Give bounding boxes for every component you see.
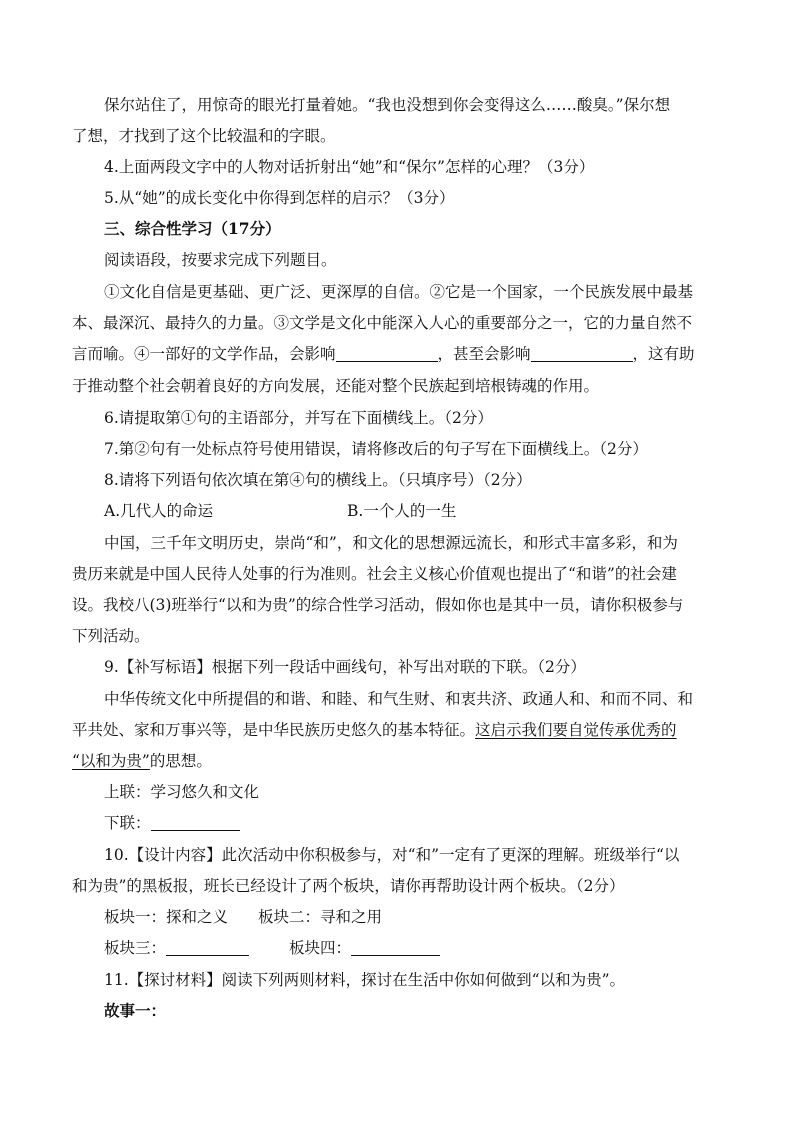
passage-line: 设。我校八(3)班举行“以和为贵”的综合性学习活动，假如你也是其中一员，请你积极参与 [72,596,684,614]
text-fragment: 的思想。 [149,752,212,770]
passage-line: 中华传统文化中所提倡的和谐、和睦、和气生财、和衷共济、政通人和、和而不同、和 [104,690,694,708]
question-9: 9.【补写标语】根据下列一段话中画线句，补写出对联的下联。（2分） [104,658,586,676]
option-a: A.几代人的命运 [104,502,214,520]
answer-blank[interactable] [336,345,438,362]
board-block-3-label: 板块三： [104,939,167,957]
passage-line: 本、最深沉、最持久的力量。③文学是文化中能深入人心的重要部分之一，它的力量自然不 [72,314,693,332]
lower-couplet [104,813,240,833]
question-10-cont: 和为贵”的黑板报，班长已经设计了两个板块，请你再帮助设计两个板块。（2分） [72,877,625,895]
question-4: 4.上面两段文字中的人物对话折射出“她”和“保尔”怎样的心理？（3分） [104,158,595,176]
passage-line: 贵历来就是中国人民待人处事的行为准则。社会主义核心价值观也提出了“和谐”的社会建 [72,565,677,583]
passage-line-with-blanks [72,344,695,364]
passage-line [72,720,677,740]
option-b: B.一个人的一生 [347,502,457,520]
underlined-sentence: 这启示我们要自觉传承优秀的 [475,721,677,739]
answer-blank[interactable] [166,939,249,956]
question-7: 7.第②句有一处标点符号使用错误，请将修改后的句子写在下面横线上。（2分） [104,440,648,458]
text-fragment: ，这有助 [632,345,695,363]
board-block-1: 板块一：探和之义 [104,908,229,926]
question-10: 10.【设计内容】此次活动中你积极参与，对“和”一定有了更深的理解。班级举行“以 [104,846,680,864]
instruction: 阅读语段，按要求完成下列题目。 [104,251,337,269]
passage-line: 下列活动。 [72,627,150,645]
question-6: 6.请提取第①句的主语部分，并写在下面横线上。（2分） [104,409,493,427]
text-fragment: ，甚至会影响 [437,345,531,363]
board-blocks-row [104,907,382,927]
upper-couplet: 上联：学习悠久和文化 [104,783,260,801]
text-fragment: 言而喻。④一部好的文学作品，会影响 [72,345,336,363]
story-heading: 故事一： [104,1001,167,1020]
section-heading: 三、综合性学习（17分） [104,219,281,238]
board-blocks-row [104,938,440,958]
answer-blank[interactable] [151,814,240,831]
underlined-sentence: “以和为贵” [72,752,150,770]
lower-couplet-label: 下联： [104,814,151,832]
answer-blank[interactable] [531,345,633,362]
passage-line: 中国，三千年文明历史，崇尚“和”，和文化的思想源远流长，和形式丰富多彩，和为 [104,534,678,552]
board-block-4-label: 板块四： [289,939,352,957]
passage-line: 了想，才找到了这个比较温和的字眼。 [72,127,336,145]
passage-line: 于推动整个社会朝着良好的方向发展，还能对整个民族起到培根铸魂的作用。 [72,377,600,395]
passage-line: ①文化自信是更基础、更广泛、更深厚的自信。②它是一个国家，一个民族发展中最基 [104,283,694,301]
question-5: 5.从“她”的成长变化中你得到怎样的启示？（3分） [104,189,455,207]
question-11: 11.【探讨材料】阅读下列两则材料，探讨在生活中你如何做到“以和为贵”。 [104,971,626,989]
question-8: 8.请将下列语句依次填在第④句的横线上。（只填序号）（2分） [104,471,532,489]
board-block-2: 板块二：寻和之用 [258,908,383,926]
text-fragment: 平共处、家和万事兴等，是中华民族历史悠久的基本特征。 [72,721,476,739]
passage-line [72,751,212,771]
answer-blank[interactable] [351,939,440,956]
passage-line: 保尔站住了，用惊奇的眼光打量着她。“我也没想到你会变得这么……酸臭。”保尔想 [104,96,671,114]
